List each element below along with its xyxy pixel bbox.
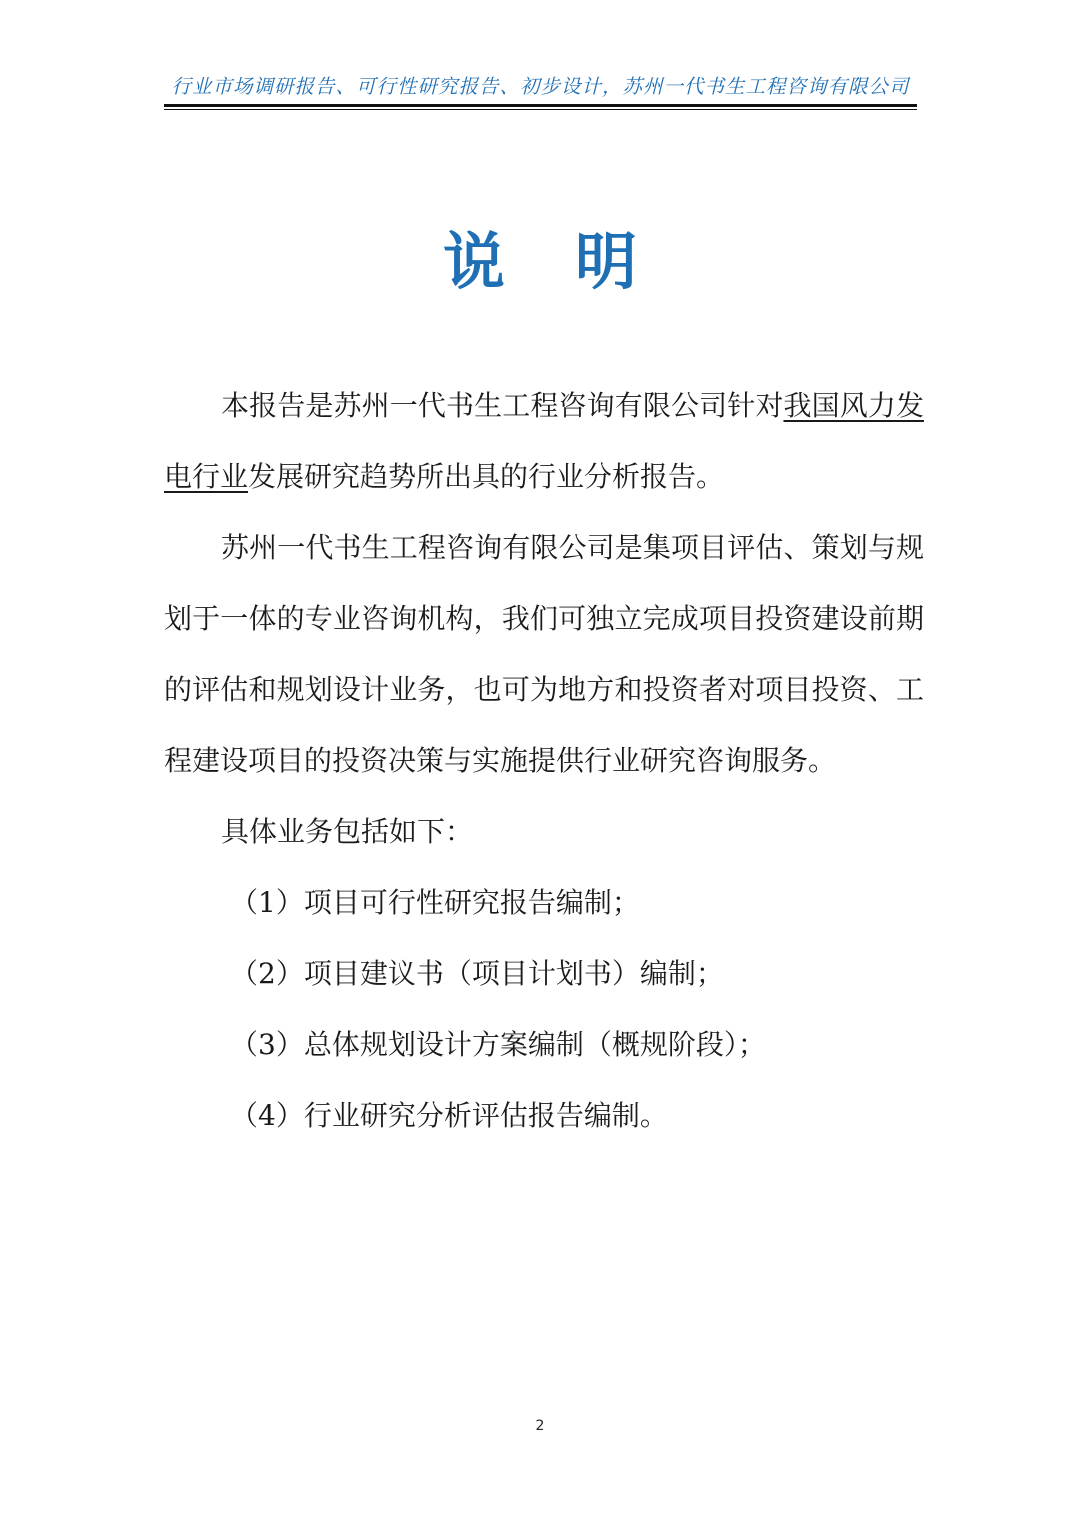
service-item-2: （2）项目建议书（项目计划书）编制； (230, 957, 724, 990)
body-text (164, 370, 924, 1151)
services-intro: 具体业务包括如下： (221, 815, 474, 848)
service-item-1: （1）项目可行性研究报告编制； (230, 886, 640, 919)
service-item-3: （3）总体规划设计方案编制（概规阶段）； (230, 1028, 766, 1061)
page-header (164, 74, 917, 114)
intro-paragraph (164, 370, 924, 512)
service-item-4: （4）行业研究分析评估报告编制。 (230, 1099, 668, 1132)
header-rule-thin (164, 109, 917, 110)
intro-text-end: 发展研究趋势所出具的行业分析报告。 (248, 460, 725, 493)
intro-text-start: 本报告是苏州一代书生工程咨询有限公司针对 (221, 389, 784, 422)
document-title: 说明 (442, 225, 707, 298)
industry-name: 我国风力发电行业 (164, 389, 924, 493)
header-rule-thick (164, 104, 917, 107)
header-text: 行业市场调研报告、可行性研究报告、初步设计，苏州一代书生工程咨询有限公司 (171, 75, 910, 98)
company-paragraph: 苏州一代书生工程咨询有限公司是集项目评估、策划与规划于一体的专业咨询机构，我们可独立完成项目投资建设前期的评估和规划设计业务，也可为地方和投资者对项目投资、工程建设项目的投资决策与实施提供行业研究咨询服务。 (164, 531, 924, 777)
page-number: 2 (535, 1418, 545, 1434)
